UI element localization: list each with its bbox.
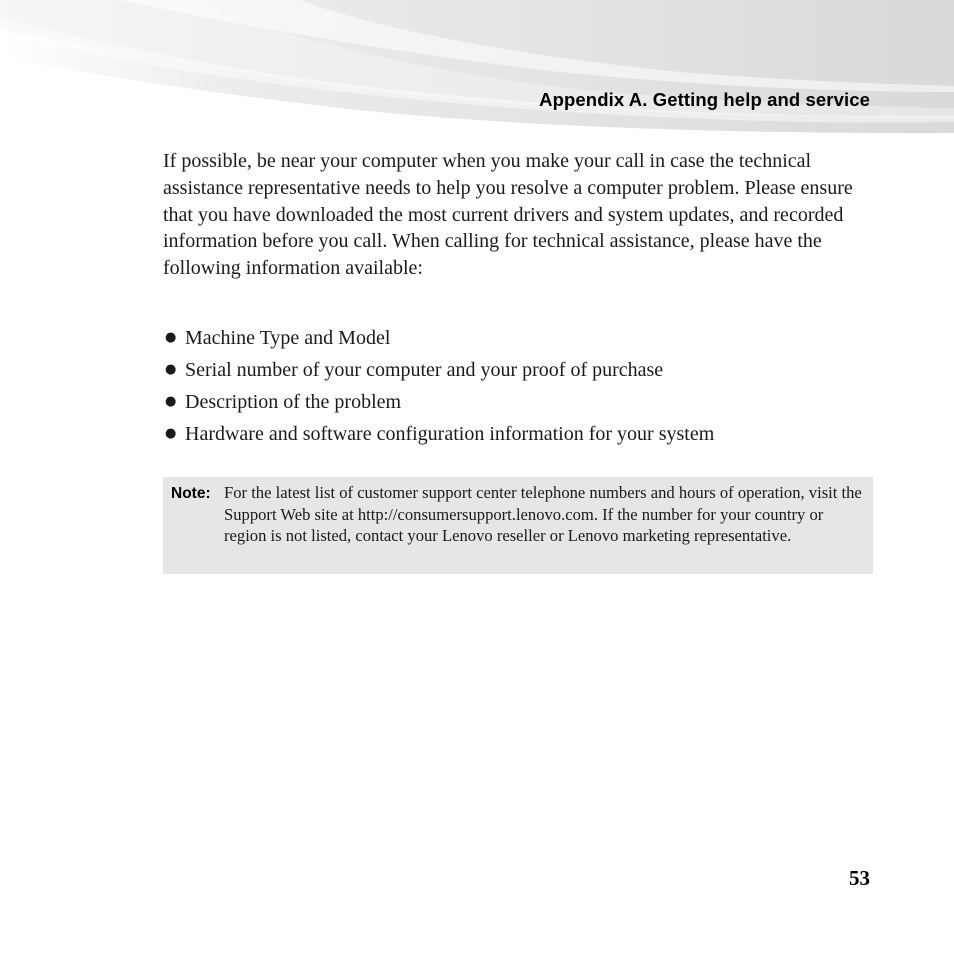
list-item bbox=[163, 420, 714, 452]
info-bullet-list bbox=[163, 324, 714, 452]
page-number: 53 bbox=[849, 866, 870, 890]
section-header-title: Appendix A. Getting help and service bbox=[539, 89, 870, 110]
bullet-icon: ● bbox=[165, 330, 177, 345]
list-item-text: Serial number of your computer and your proof of purchase bbox=[185, 359, 664, 381]
bullet-icon: ● bbox=[165, 394, 177, 409]
list-item bbox=[163, 388, 714, 420]
list-item-text: Machine Type and Model bbox=[185, 327, 391, 349]
header-swoosh-decoration bbox=[0, 0, 954, 140]
list-item-text: Hardware and software configuration information for your system bbox=[185, 423, 715, 445]
note-text: For the latest list of customer support center telephone numbers and hours of operation, visit the Support Web site at http://consumersupport.lenovo.com. If the number for your country or region is not listed, contact your Lenovo reseller or Lenovo marketing representative. bbox=[224, 483, 862, 545]
list-item bbox=[163, 356, 714, 388]
bullet-icon: ● bbox=[165, 426, 177, 441]
note-box bbox=[163, 477, 873, 574]
list-item-text: Description of the problem bbox=[185, 391, 402, 413]
list-item bbox=[163, 324, 714, 356]
note-label: Note: bbox=[171, 485, 211, 502]
intro-paragraph: If possible, be near your computer when you make your call in case the technical assistance representative needs to help you resolve a computer problem. Please ensure that you have downloaded the most current drivers and system updates, and recorded information before you call. When calling for technical assistance, please have the following information available: bbox=[163, 150, 853, 280]
bullet-icon: ● bbox=[165, 362, 177, 377]
